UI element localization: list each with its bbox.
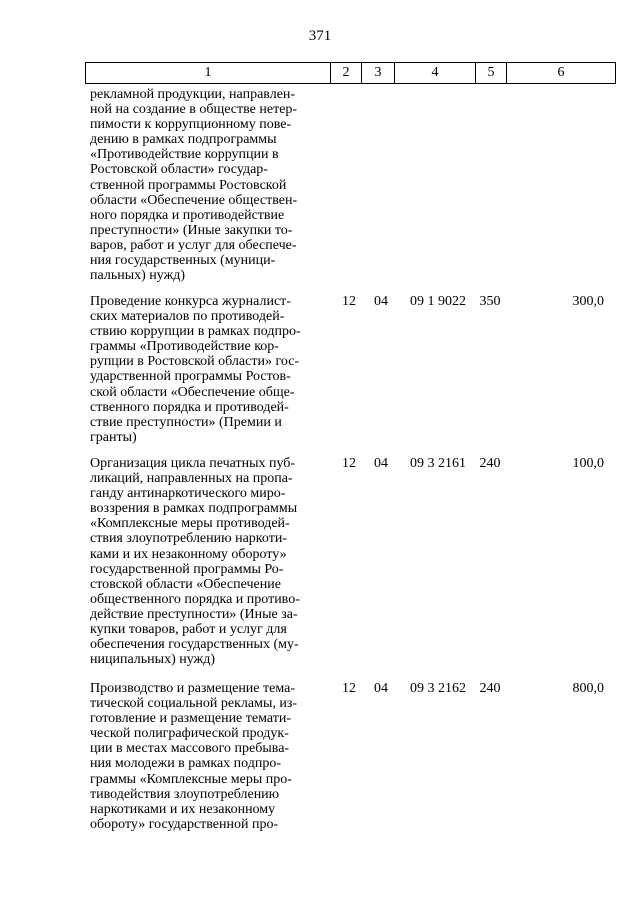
row-expense-type: 240 — [479, 456, 501, 471]
row-expense-type: 240 — [479, 681, 501, 696]
row-description: Производство и размещение тема- тической социальной рекламы, из- готовление и размещение темати- ческой полиграфической продук- ции в местах массового пребыва- ния молодежи в рамках подпро- граммы «Комплексные меры про- тиводействия злоупотреблению наркотиками и их незаконному обороту» государственной про- — [90, 681, 298, 832]
row-section: 12 — [342, 294, 356, 309]
row-expense-type: 350 — [479, 294, 501, 309]
header-col-3: 3 — [362, 63, 395, 84]
row-description: Организация цикла печатных пуб- ликаций, направленных на пропа- ганду антинаркотического миро- воззрения в рамках подпрограммы «Комплексные меры противодей- ствия злоупотреблению наркоти- ками и их незаконному обороту» государственной программы Ро- стовской области «Обеспечение общественного порядка и противо- действие преступности» (Иные за- купки товаров, работ и услуг для обеспечения государственных (му- ниципальных) нужд) — [90, 456, 300, 668]
row-amount: 100,0 — [572, 456, 604, 471]
table-header — [85, 62, 616, 84]
row-section: 12 — [342, 456, 356, 471]
page-number: 371 — [308, 28, 332, 44]
row-amount: 800,0 — [572, 681, 604, 696]
header-col-1: 1 — [86, 63, 331, 84]
header-col-2: 2 — [331, 63, 362, 84]
header-col-6: 6 — [507, 63, 616, 84]
row-target-article: 09 3 2161 — [410, 456, 466, 471]
row-subsection: 04 — [374, 681, 388, 696]
row-description: рекламной продукции, направлен- ной на создание в обществе нетер- пимости к коррупционному пове- дению в рамках подпрограммы «Противодействие коррупции в Ростовской области» государ- ственной программы Ростовской области «Обеспечение обществен- ного порядка и противодействие преступности» (Иные закупки то- варов, работ и услуг для обеспече- ния государственных (муници- пальных) нужд) — [90, 87, 298, 284]
row-description: Проведение конкурса журналист- ских материалов по противодей- ствию коррупции в рамках подпро- граммы «Противодействие кор- рупции в Ростовской области» гос- ударственной программы Ростов- ской области «Обеспечение обще- ственного порядка и противодей- ствие преступности» (Премии и гранты) — [90, 294, 301, 445]
header-col-5: 5 — [476, 63, 507, 84]
row-target-article: 09 1 9022 — [410, 294, 466, 309]
row-section: 12 — [342, 681, 356, 696]
row-amount: 300,0 — [572, 294, 604, 309]
row-subsection: 04 — [374, 456, 388, 471]
row-subsection: 04 — [374, 294, 388, 309]
header-col-4: 4 — [395, 63, 476, 84]
row-target-article: 09 3 2162 — [410, 681, 466, 696]
